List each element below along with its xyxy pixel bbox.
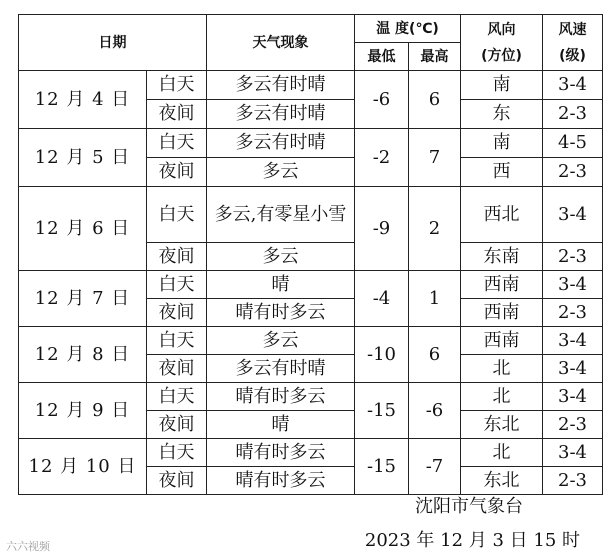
header-row [19,15,603,43]
header-temperature: 温 度(℃) [355,15,461,43]
weather-cell: 多云有时晴 [207,100,355,129]
temp-high-cell: 6 [409,327,461,383]
temp-low-cell: -9 [355,187,409,271]
temp-high-cell: 7 [409,129,461,187]
wind-speed-cell: 3-4 [543,355,603,383]
wind-direction-cell: 东北 [461,467,543,495]
weather-cell: 多云有时晴 [207,355,355,383]
forecast-row-day [19,271,603,299]
temp-high-cell: 1 [409,271,461,327]
wind-direction-cell: 北 [461,383,543,411]
date-cell: 12 月 7 日 [19,271,147,327]
wind-direction-cell: 西 [461,158,543,187]
date-cell: 12 月 8 日 [19,327,147,383]
wind-speed-cell: 3-4 [543,271,603,299]
header-temp-high: 最高 [409,43,461,71]
period-cell: 白天 [147,271,207,299]
header-wind-speed-label: 风速 [558,21,587,38]
date-cell: 12 月 9 日 [19,383,147,439]
weather-cell: 晴有时多云 [207,299,355,327]
temp-low-cell: -10 [355,327,409,383]
wind-direction-cell: 西南 [461,271,543,299]
wind-speed-cell: 3-4 [543,327,603,355]
issuing-office: 沈阳市气象台 [415,496,523,517]
wind-direction-cell: 东 [461,100,543,129]
wind-direction-cell: 东北 [461,411,543,439]
wind-speed-cell: 2-3 [543,467,603,495]
wind-speed-cell: 3-4 [543,383,603,411]
weather-cell: 多云 [207,327,355,355]
weather-cell: 多云有时晴 [207,129,355,158]
forecast-row-day [19,327,603,355]
temp-high-cell: 2 [409,187,461,271]
period-cell: 白天 [147,71,207,100]
temp-high-cell: -7 [409,439,461,495]
wind-speed-cell: 3-4 [543,187,603,243]
temp-low-cell: -4 [355,271,409,327]
wind-speed-cell: 3-4 [543,439,603,467]
wind-direction-cell: 西南 [461,327,543,355]
weather-cell: 晴 [207,271,355,299]
weather-cell: 多云 [207,243,355,271]
wind-speed-cell: 2-3 [543,158,603,187]
issue-timestamp: 2023 年 12 月 3 日 15 时 [364,530,580,551]
forecast-table [18,14,603,495]
wind-speed-cell: 4-5 [543,129,603,158]
watermark: 六六视频 [6,540,50,553]
wind-speed-cell: 2-3 [543,243,603,271]
wind-direction-cell: 西北 [461,187,543,243]
date-cell: 12 月 4 日 [19,71,147,129]
period-cell: 白天 [147,129,207,158]
weather-cell: 多云,有零星小雪 [207,187,355,243]
date-cell: 12 月 6 日 [19,187,147,271]
header-weather: 天气现象 [207,15,355,71]
date-cell: 12 月 5 日 [19,129,147,187]
period-cell: 夜间 [147,411,207,439]
period-cell: 白天 [147,327,207,355]
period-cell: 夜间 [147,299,207,327]
weather-cell: 多云 [207,158,355,187]
header-date: 日期 [19,15,207,71]
forecast-row-day [19,383,603,411]
temp-low-cell: -15 [355,383,409,439]
period-cell: 夜间 [147,243,207,271]
forecast-row-day [19,129,603,158]
period-cell: 夜间 [147,158,207,187]
wind-direction-cell: 南 [461,71,543,100]
header-wind-speed [543,15,603,71]
period-cell: 夜间 [147,355,207,383]
wind-speed-cell: 3-4 [543,71,603,100]
forecast-row-day [19,71,603,100]
wind-direction-cell: 西南 [461,299,543,327]
wind-speed-cell: 2-3 [543,299,603,327]
header-wind-direction [461,15,543,71]
wind-direction-cell: 南 [461,129,543,158]
header-wind-speed-sub: (级) [559,47,586,64]
forecast-row-day [19,187,603,243]
temp-low-cell: -2 [355,129,409,187]
weather-cell: 晴有时多云 [207,383,355,411]
forecast-row-day [19,439,603,467]
temp-low-cell: -15 [355,439,409,495]
period-cell: 夜间 [147,467,207,495]
temp-high-cell: 6 [409,71,461,129]
period-cell: 白天 [147,439,207,467]
wind-direction-cell: 北 [461,355,543,383]
header-temp-low: 最低 [355,43,409,71]
period-cell: 白天 [147,187,207,243]
weather-cell: 晴有时多云 [207,439,355,467]
weather-cell: 晴 [207,411,355,439]
wind-direction-cell: 北 [461,439,543,467]
weather-cell: 晴有时多云 [207,467,355,495]
temp-low-cell: -6 [355,71,409,129]
weather-cell: 多云有时晴 [207,71,355,100]
header-wind-direction-sub: (方位) [481,47,522,64]
header-wind-direction-label: 风向 [487,21,516,38]
wind-speed-cell: 2-3 [543,411,603,439]
wind-direction-cell: 东南 [461,243,543,271]
date-cell: 12 月 10 日 [19,439,147,495]
period-cell: 夜间 [147,100,207,129]
temp-high-cell: -6 [409,383,461,439]
period-cell: 白天 [147,383,207,411]
wind-speed-cell: 2-3 [543,100,603,129]
